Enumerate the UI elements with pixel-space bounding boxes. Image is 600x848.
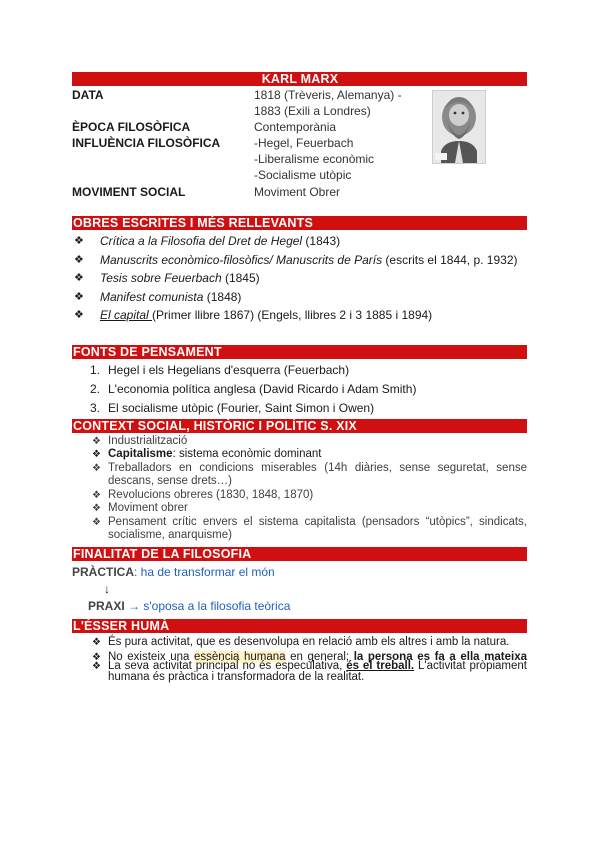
moviment-label: MOVIMENT SOCIAL: [72, 185, 186, 199]
item-text: en general;: [285, 651, 354, 663]
item-text: L'economia política anglesa (David Ricardo i Adam Smith): [108, 381, 417, 396]
influencia-value-2: -Liberalisme econòmic: [254, 152, 375, 166]
list-item: [72, 516, 527, 543]
list-item: [72, 288, 527, 307]
bullet-icon: ❖: [92, 503, 101, 514]
practica-line: [72, 564, 527, 580]
data-value-1: 1818 (Trèveris, Alemanya) -: [254, 88, 402, 102]
list-item: [72, 306, 527, 325]
info-table: [72, 86, 527, 216]
item-bold: Capitalisme: [108, 448, 173, 460]
list-item: [72, 232, 527, 251]
list-item: [72, 399, 527, 418]
item-text: Pensament crític envers el sistema capitalista (pensadors “utòpics”, sindicats, socialisme, anarquisme): [108, 515, 527, 541]
item-number: 2.: [90, 381, 101, 396]
obra-detail: (1848): [203, 289, 242, 304]
data-label: DATA: [72, 88, 104, 102]
bullet-icon: ❖: [92, 449, 101, 460]
list-item: [72, 435, 527, 449]
practica-colon: :: [134, 564, 141, 579]
obra-detail: (1843): [302, 234, 341, 248]
obra-title: Manifest comunista: [100, 289, 204, 304]
finalitat-heading: FINALITAT DE LA FILOSOFIA: [72, 547, 527, 561]
item-bold: la persona es fa a ella mateixa: [353, 651, 527, 663]
item-text: Hegel i els Hegelians d'esquerra (Feuerbach): [108, 362, 350, 377]
influencia-value-3: -Socialisme utòpic: [254, 168, 352, 182]
document-page: [72, 72, 527, 684]
item-text: Industrialització: [108, 434, 188, 447]
bullet-icon: ❖: [92, 652, 101, 663]
bullet-icon: ❖: [92, 516, 101, 528]
obra-title: Tesis sobre Feuerbach: [100, 271, 222, 285]
list-item: [72, 637, 527, 649]
praxi-line: [72, 598, 527, 614]
influencia-value-1: -Hegel, Feuerbach: [254, 136, 354, 150]
item-text: La seva activitat principal no és especulativa,: [108, 659, 347, 672]
list-item: [72, 661, 527, 684]
obra-detail: (escrits el 1844, p. 1932): [382, 252, 518, 267]
practica-label: PRÀCTICA: [72, 564, 134, 579]
item-text: El socialisme utòpic (Fourier, Saint Simon i Owen): [108, 400, 375, 415]
bullet-icon: ❖: [74, 253, 84, 266]
bullet-icon: ❖: [92, 660, 101, 672]
list-item: [72, 448, 527, 462]
item-text: Moviment obrer: [108, 502, 188, 514]
obra-detail: (Primer llibre 1867) (Engels, llibres 2 i 3 1885 i 1894): [152, 308, 433, 322]
bullet-icon: ❖: [74, 309, 84, 321]
bullet-icon: ❖: [92, 435, 101, 447]
list-item: [72, 251, 527, 270]
epoca-label: ÈPOCA FILOSÒFICA: [72, 120, 191, 134]
bullet-icon: ❖: [92, 489, 101, 501]
item-bold: és el treball.: [346, 659, 415, 672]
bullet-icon: ❖: [92, 462, 101, 474]
item-text: L'activitat pròpiament humana és pràctica i transformadora de la realitat.: [108, 659, 527, 683]
epoca-value: Contemporània: [254, 120, 337, 134]
esser-list: [72, 637, 527, 684]
item-number: 1.: [90, 362, 101, 377]
bullet-icon: ❖: [74, 235, 84, 247]
obra-title: Manuscrits econòmico-filosòfics/ Manuscrits de París: [100, 252, 383, 267]
highlighted-text: essència humana: [194, 651, 286, 663]
fonts-heading: FONTS DE PENSAMENT: [72, 345, 527, 359]
item-text: No existeix una: [108, 651, 195, 663]
obra-detail: (1845): [221, 271, 260, 285]
portrait-image: [433, 91, 485, 163]
list-item: [72, 489, 527, 503]
bullet-icon: ❖: [74, 290, 84, 303]
karl-marx-portrait: [432, 90, 486, 164]
item-text: És pura activitat, que es desenvolupa en relació amb els altres i amb la natura.: [108, 635, 510, 648]
item-text: Treballadors en condicions miserables (14h diàries, sense seguretat, sense descans, sense drets…): [108, 461, 527, 487]
context-heading: CONTEXT SOCIAL, HISTÒRIC I POLÍTIC S. XIX: [72, 419, 527, 433]
obra-title: El capital: [100, 308, 153, 322]
list-item: [72, 269, 527, 288]
arrow-down-icon: ↓: [104, 581, 110, 596]
practica-text: ha de transformar el món: [140, 564, 275, 579]
item-text: : sistema econòmic dominant: [172, 448, 322, 460]
obres-list: [72, 232, 527, 325]
fonts-list: [72, 361, 527, 418]
praxi-label: PRAXI: [88, 598, 125, 613]
moviment-value: Moviment Obrer: [254, 185, 341, 199]
list-item: [72, 462, 527, 489]
title-bar: KARL MARX: [72, 72, 527, 86]
esser-heading: L'ÉSSER HUMÀ: [72, 619, 527, 633]
list-item: [72, 361, 527, 380]
obra-title: Crítica a la Filosofia del Dret de Hegel: [100, 234, 303, 248]
bullet-icon: ❖: [92, 636, 101, 648]
data-value-2: 1883 (Exili a Londres): [254, 104, 371, 118]
list-item: [72, 502, 527, 516]
obres-heading: OBRES ESCRITES I MÉS RELLEVANTS: [72, 216, 527, 230]
context-list: [72, 435, 527, 543]
item-text: Revolucions obreres (1830, 1848, 1870): [108, 488, 314, 501]
list-item: [72, 380, 527, 399]
influencia-label: INFLUÈNCIA FILOSÒFICA: [72, 136, 221, 150]
item-number: 3.: [90, 400, 101, 415]
praxi-text: → s'oposa a la filosofia teòrica: [124, 598, 291, 613]
bullet-icon: ❖: [74, 272, 84, 284]
